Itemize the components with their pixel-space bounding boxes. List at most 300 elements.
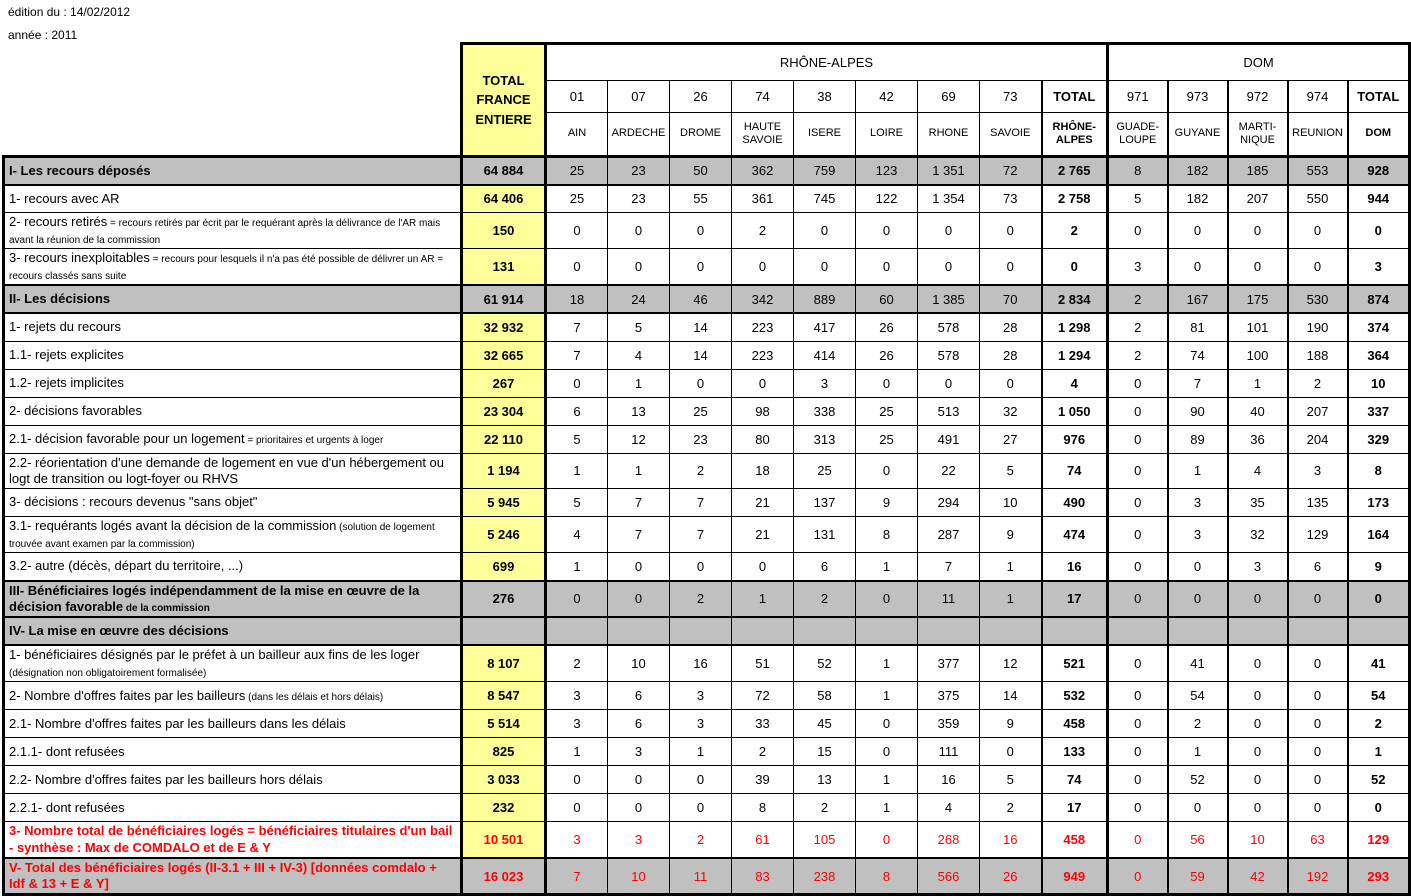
row-label-text: III- Bénéficiaires logés indépendamment de la mise en œuvre de la décision favorable <box>9 582 420 614</box>
value-cell: 2 <box>1168 710 1228 738</box>
table-row <box>4 682 1410 710</box>
value-cell: 0 <box>856 249 918 286</box>
value-cell: 1 <box>1168 738 1228 766</box>
value-cell: 0 <box>1108 369 1168 397</box>
value-cell: 2 <box>1288 369 1348 397</box>
value-cell: 7 <box>546 341 608 369</box>
row-label <box>4 794 462 822</box>
value-cell: 17 <box>1042 794 1108 822</box>
value-cell: 2 <box>1042 213 1108 249</box>
value-cell: 1 <box>546 553 608 581</box>
row-label-text: 3- recours inexploitables <box>9 250 150 265</box>
value-cell: 0 <box>670 766 732 794</box>
header-group-row <box>4 44 1410 81</box>
col-code: 69 <box>918 81 980 113</box>
value-cell: 5 <box>1108 185 1168 213</box>
row-label <box>4 710 462 738</box>
value-cell: 3 <box>1228 553 1288 581</box>
value-cell: 223 <box>732 341 794 369</box>
value-cell: 27 <box>980 425 1042 453</box>
value-cell: 458 <box>1042 710 1108 738</box>
value-cell: 329 <box>1348 425 1410 453</box>
value-cell: 0 <box>1348 213 1410 249</box>
col-name: SAVOIE <box>980 113 1042 157</box>
value-cell: 0 <box>980 213 1042 249</box>
value-cell: 18 <box>546 285 608 313</box>
value-cell: 2 <box>1108 285 1168 313</box>
value-cell: 1 <box>608 369 670 397</box>
value-cell: 2 <box>670 453 732 489</box>
value-cell: 0 <box>670 213 732 249</box>
value-cell: 39 <box>732 766 794 794</box>
value-cell: 3 <box>1168 517 1228 553</box>
value-cell: 0 <box>1288 682 1348 710</box>
row-label-text: 2.2- Nombre d'offres faites par les bailleurs hors délais <box>9 771 323 787</box>
value-cell: 4 <box>1042 369 1108 397</box>
value-cell: 33 <box>732 710 794 738</box>
col-name: AIN <box>546 113 608 157</box>
value-cell: 1 194 <box>462 453 546 489</box>
value-cell: 63 <box>1288 822 1348 858</box>
value-cell: 0 <box>1228 249 1288 286</box>
value-cell: 0 <box>732 249 794 286</box>
value-cell: 17 <box>1042 581 1108 618</box>
value-cell: 3 <box>1348 249 1410 286</box>
value-cell <box>546 617 608 645</box>
value-cell: 0 <box>608 553 670 581</box>
table-row <box>4 553 1410 581</box>
row-label <box>4 425 462 453</box>
value-cell: 0 <box>1228 738 1288 766</box>
value-cell: 490 <box>1042 489 1108 517</box>
value-cell: 0 <box>1108 766 1168 794</box>
row-label-text: 2.2- réorientation d'une demande de logement en vue d'un hébergement ou logt de transition ou logt-foyer ou RHVS <box>9 454 444 486</box>
value-cell: 5 <box>980 453 1042 489</box>
value-cell: 2 765 <box>1042 157 1108 185</box>
value-cell: 2 <box>794 581 856 618</box>
row-label <box>4 313 462 341</box>
value-cell: 1 351 <box>918 157 980 185</box>
value-cell: 26 <box>980 858 1042 895</box>
value-cell: 0 <box>856 738 918 766</box>
value-cell: 51 <box>732 645 794 682</box>
value-cell: 0 <box>546 794 608 822</box>
row-label <box>4 489 462 517</box>
row-label <box>4 369 462 397</box>
value-cell: 4 <box>608 341 670 369</box>
value-cell: 0 <box>1108 213 1168 249</box>
value-cell: 188 <box>1288 341 1348 369</box>
value-cell: 0 <box>608 794 670 822</box>
value-cell: 0 <box>1228 766 1288 794</box>
value-cell: 0 <box>918 213 980 249</box>
value-cell: 24 <box>608 285 670 313</box>
value-cell: 8 <box>856 858 918 895</box>
row-label-note: = prioritaires et urgents à loger <box>244 434 384 446</box>
value-cell: 32 932 <box>462 313 546 341</box>
value-cell: 1 <box>546 738 608 766</box>
value-cell: 0 <box>670 794 732 822</box>
row-label <box>4 397 462 425</box>
table-row <box>4 397 1410 425</box>
value-cell: 52 <box>794 645 856 682</box>
value-cell: 578 <box>918 341 980 369</box>
value-cell <box>462 617 546 645</box>
value-cell: 52 <box>1168 766 1228 794</box>
value-cell: 7 <box>918 553 980 581</box>
value-cell: 11 <box>918 581 980 618</box>
value-cell: 89 <box>1168 425 1228 453</box>
value-cell: 1 <box>1228 369 1288 397</box>
value-cell: 0 <box>1168 581 1228 618</box>
row-label <box>4 185 462 213</box>
value-cell: 10 <box>1348 369 1410 397</box>
value-cell: 175 <box>1228 285 1288 313</box>
value-cell: 0 <box>1228 581 1288 618</box>
row-label-text: 2- recours retirés <box>9 214 108 229</box>
table-row <box>4 581 1410 618</box>
row-label-text: 2.1- décision favorable pour un logement <box>9 430 245 446</box>
value-cell: 2 <box>670 581 732 618</box>
value-cell: 10 <box>980 489 1042 517</box>
table-row <box>4 157 1410 185</box>
value-cell: 0 <box>856 369 918 397</box>
value-cell: 0 <box>670 249 732 286</box>
value-cell: 0 <box>670 369 732 397</box>
value-cell: 745 <box>794 185 856 213</box>
value-cell: 0 <box>1228 794 1288 822</box>
value-cell: 0 <box>1108 425 1168 453</box>
value-cell: 111 <box>918 738 980 766</box>
row-label <box>4 213 462 249</box>
table-row <box>4 858 1410 895</box>
value-cell: 458 <box>1042 822 1108 858</box>
row-label <box>4 682 462 710</box>
value-cell: 1 385 <box>918 285 980 313</box>
value-cell: 7 <box>670 517 732 553</box>
value-cell: 5 945 <box>462 489 546 517</box>
col-code: 973 <box>1168 81 1228 113</box>
row-label <box>4 581 462 618</box>
value-cell: 1 <box>856 794 918 822</box>
row-label <box>4 341 462 369</box>
value-cell: 56 <box>1168 822 1228 858</box>
value-cell <box>608 617 670 645</box>
value-cell: 0 <box>608 249 670 286</box>
value-cell: 105 <box>794 822 856 858</box>
value-cell: 185 <box>1228 157 1288 185</box>
value-cell: 0 <box>546 213 608 249</box>
value-cell: 32 <box>980 397 1042 425</box>
value-cell: 0 <box>1288 213 1348 249</box>
value-cell: 23 <box>608 185 670 213</box>
value-cell: 0 <box>1228 213 1288 249</box>
row-label-text: 1- bénéficiaires désignés par le préfet à un bailleur aux fins de les loger <box>9 647 420 663</box>
col-name: RHONE <box>918 113 980 157</box>
value-cell: 60 <box>856 285 918 313</box>
value-cell: 1 294 <box>1042 341 1108 369</box>
row-label <box>4 453 462 489</box>
value-cell: 4 <box>918 794 980 822</box>
value-cell: 73 <box>980 185 1042 213</box>
table-row <box>4 453 1410 489</box>
value-cell: 9 <box>1348 553 1410 581</box>
value-cell: 21 <box>732 489 794 517</box>
row-label-text: 2.1.1- dont refusées <box>9 743 125 759</box>
value-cell: 131 <box>462 249 546 286</box>
value-cell <box>856 617 918 645</box>
value-cell: 0 <box>732 369 794 397</box>
value-cell: 0 <box>1108 581 1168 618</box>
value-cell: 0 <box>918 249 980 286</box>
value-cell: 23 <box>670 425 732 453</box>
row-label-text: I- Les recours déposés <box>9 162 151 178</box>
row-label-text: 3- décisions : recours devenus "sans objet" <box>9 494 258 510</box>
value-cell: 3 <box>546 710 608 738</box>
value-cell: 3 <box>670 682 732 710</box>
value-cell <box>1108 617 1168 645</box>
value-cell: 8 <box>732 794 794 822</box>
col-name-total-dom: DOM <box>1348 113 1410 157</box>
value-cell: 0 <box>1288 581 1348 618</box>
row-label-text: 2.2.1- dont refusées <box>9 799 125 815</box>
value-cell: 2 <box>1108 341 1168 369</box>
value-cell <box>1288 617 1348 645</box>
value-cell: 0 <box>1042 249 1108 286</box>
value-cell: 0 <box>1108 453 1168 489</box>
col-code-total-dom: TOTAL <box>1348 81 1410 113</box>
value-cell: 18 <box>732 453 794 489</box>
value-cell: 1 <box>856 682 918 710</box>
value-cell: 131 <box>794 517 856 553</box>
value-cell: 98 <box>732 397 794 425</box>
value-cell: 72 <box>732 682 794 710</box>
value-cell: 0 <box>856 213 918 249</box>
value-cell: 521 <box>1042 645 1108 682</box>
value-cell: 80 <box>732 425 794 453</box>
value-cell: 36 <box>1228 425 1288 453</box>
value-cell: 276 <box>462 581 546 618</box>
value-cell: 2 <box>732 213 794 249</box>
value-cell: 2 <box>980 794 1042 822</box>
value-cell: 122 <box>856 185 918 213</box>
value-cell: 16 023 <box>462 858 546 895</box>
value-cell: 13 <box>608 397 670 425</box>
value-cell: 0 <box>856 710 918 738</box>
value-cell: 874 <box>1348 285 1410 313</box>
value-cell: 173 <box>1348 489 1410 517</box>
value-cell: 530 <box>1288 285 1348 313</box>
value-cell: 825 <box>462 738 546 766</box>
table-row <box>4 249 1410 286</box>
value-cell <box>732 617 794 645</box>
value-cell: 5 <box>546 489 608 517</box>
value-cell: 338 <box>794 397 856 425</box>
row-label <box>4 517 462 553</box>
value-cell: 6 <box>608 682 670 710</box>
value-cell: 135 <box>1288 489 1348 517</box>
value-cell: 21 <box>732 517 794 553</box>
value-cell: 15 <box>794 738 856 766</box>
value-cell: 207 <box>1288 397 1348 425</box>
value-cell: 0 <box>1108 553 1168 581</box>
value-cell: 129 <box>1288 517 1348 553</box>
value-cell: 1 <box>856 553 918 581</box>
value-cell: 74 <box>1168 341 1228 369</box>
value-cell: 8 107 <box>462 645 546 682</box>
value-cell: 0 <box>1108 645 1168 682</box>
value-cell: 513 <box>918 397 980 425</box>
value-cell: 5 <box>546 425 608 453</box>
value-cell: 3 <box>794 369 856 397</box>
value-cell: 566 <box>918 858 980 895</box>
col-code: 73 <box>980 81 1042 113</box>
row-label-text: 1- rejets du recours <box>9 319 121 335</box>
value-cell: 192 <box>1288 858 1348 895</box>
value-cell: 9 <box>980 517 1042 553</box>
row-label-text: 3- Nombre total de bénéficiaires logés = bénéficiaires titulaires d'un bail - synthèse : Max de COMDALO et de E & Y <box>9 823 453 855</box>
value-cell: 0 <box>1228 710 1288 738</box>
value-cell: 26 <box>856 341 918 369</box>
table-row <box>4 794 1410 822</box>
value-cell: 2 <box>794 794 856 822</box>
value-cell: 1 354 <box>918 185 980 213</box>
value-cell: 10 501 <box>462 822 546 858</box>
table-row <box>4 822 1410 858</box>
value-cell: 25 <box>670 397 732 425</box>
row-label <box>4 617 462 645</box>
value-cell: 133 <box>1042 738 1108 766</box>
col-code: 74 <box>732 81 794 113</box>
row-label <box>4 249 462 286</box>
value-cell: 64 884 <box>462 157 546 185</box>
row-label <box>4 285 462 313</box>
value-cell: 287 <box>918 517 980 553</box>
table-row <box>4 710 1410 738</box>
value-cell: 6 <box>794 553 856 581</box>
value-cell: 3 <box>1108 249 1168 286</box>
value-cell: 58 <box>794 682 856 710</box>
value-cell: 3 <box>1288 453 1348 489</box>
row-label-note: (dans les délais et hors délais) <box>245 691 384 703</box>
value-cell: 0 <box>608 213 670 249</box>
row-label <box>4 553 462 581</box>
value-cell: 0 <box>856 453 918 489</box>
row-label-text: 1.1- rejets explicites <box>9 346 124 362</box>
value-cell: 32 <box>1228 517 1288 553</box>
value-cell: 0 <box>856 822 918 858</box>
value-cell: 1 298 <box>1042 313 1108 341</box>
value-cell: 1 <box>856 645 918 682</box>
value-cell: 28 <box>980 341 1042 369</box>
value-cell: 417 <box>794 313 856 341</box>
col-code: 01 <box>546 81 608 113</box>
value-cell: 1 <box>732 581 794 618</box>
value-cell: 293 <box>1348 858 1410 895</box>
table-row <box>4 425 1410 453</box>
value-cell: 9 <box>856 489 918 517</box>
value-cell: 0 <box>1108 794 1168 822</box>
value-cell: 0 <box>1168 794 1228 822</box>
value-cell: 8 <box>1348 453 1410 489</box>
value-cell: 61 914 <box>462 285 546 313</box>
value-cell: 55 <box>670 185 732 213</box>
value-cell: 12 <box>608 425 670 453</box>
value-cell: 8 547 <box>462 682 546 710</box>
value-cell: 375 <box>918 682 980 710</box>
row-label-text: 2- décisions favorables <box>9 402 142 418</box>
value-cell: 204 <box>1288 425 1348 453</box>
col-name: GUYANE <box>1168 113 1228 157</box>
value-cell: 976 <box>1042 425 1108 453</box>
row-label <box>4 157 462 185</box>
value-cell: 928 <box>1348 157 1410 185</box>
report-year: année : 2011 <box>8 28 78 42</box>
value-cell: 7 <box>546 858 608 895</box>
table-row <box>4 517 1410 553</box>
value-cell: 6 <box>608 710 670 738</box>
corner-cell <box>4 44 462 157</box>
value-cell: 550 <box>1288 185 1348 213</box>
value-cell: 949 <box>1042 858 1108 895</box>
value-cell: 0 <box>1348 581 1410 618</box>
value-cell: 0 <box>546 766 608 794</box>
value-cell: 9 <box>980 710 1042 738</box>
value-cell: 8 <box>856 517 918 553</box>
value-cell <box>1168 617 1228 645</box>
value-cell: 1 <box>1348 738 1410 766</box>
value-cell: 3 <box>608 822 670 858</box>
value-cell: 414 <box>794 341 856 369</box>
value-cell: 0 <box>546 249 608 286</box>
value-cell: 16 <box>670 645 732 682</box>
value-cell: 267 <box>462 369 546 397</box>
value-cell: 374 <box>1348 313 1410 341</box>
value-cell: 22 110 <box>462 425 546 453</box>
value-cell: 7 <box>608 517 670 553</box>
value-cell: 25 <box>546 185 608 213</box>
value-cell: 759 <box>794 157 856 185</box>
value-cell: 0 <box>1168 249 1228 286</box>
value-cell: 342 <box>732 285 794 313</box>
value-cell <box>794 617 856 645</box>
value-cell: 0 <box>546 369 608 397</box>
value-cell: 491 <box>918 425 980 453</box>
row-label <box>4 766 462 794</box>
row-label <box>4 822 462 858</box>
value-cell: 0 <box>608 581 670 618</box>
value-cell: 0 <box>1288 645 1348 682</box>
value-cell: 0 <box>980 369 1042 397</box>
row-label-text: V- Total des bénéficiaires logés (II-3.1 + III + IV-3) [données comdalo + Idf & 13 + E & Y] <box>9 859 437 891</box>
col-name: MARTI-NIQUE <box>1228 113 1288 157</box>
value-cell: 207 <box>1228 185 1288 213</box>
col-code: 972 <box>1228 81 1288 113</box>
value-cell: 0 <box>1108 397 1168 425</box>
value-cell: 22 <box>918 453 980 489</box>
value-cell: 2 <box>670 822 732 858</box>
value-cell: 59 <box>1168 858 1228 895</box>
value-cell: 23 304 <box>462 397 546 425</box>
value-cell: 2 <box>1348 710 1410 738</box>
row-label-text: 1.2- rejets implicites <box>9 374 124 390</box>
value-cell: 164 <box>1348 517 1410 553</box>
row-label <box>4 858 462 895</box>
value-cell <box>980 617 1042 645</box>
value-cell: 182 <box>1168 157 1228 185</box>
value-cell: 1 <box>980 581 1042 618</box>
col-code: 38 <box>794 81 856 113</box>
